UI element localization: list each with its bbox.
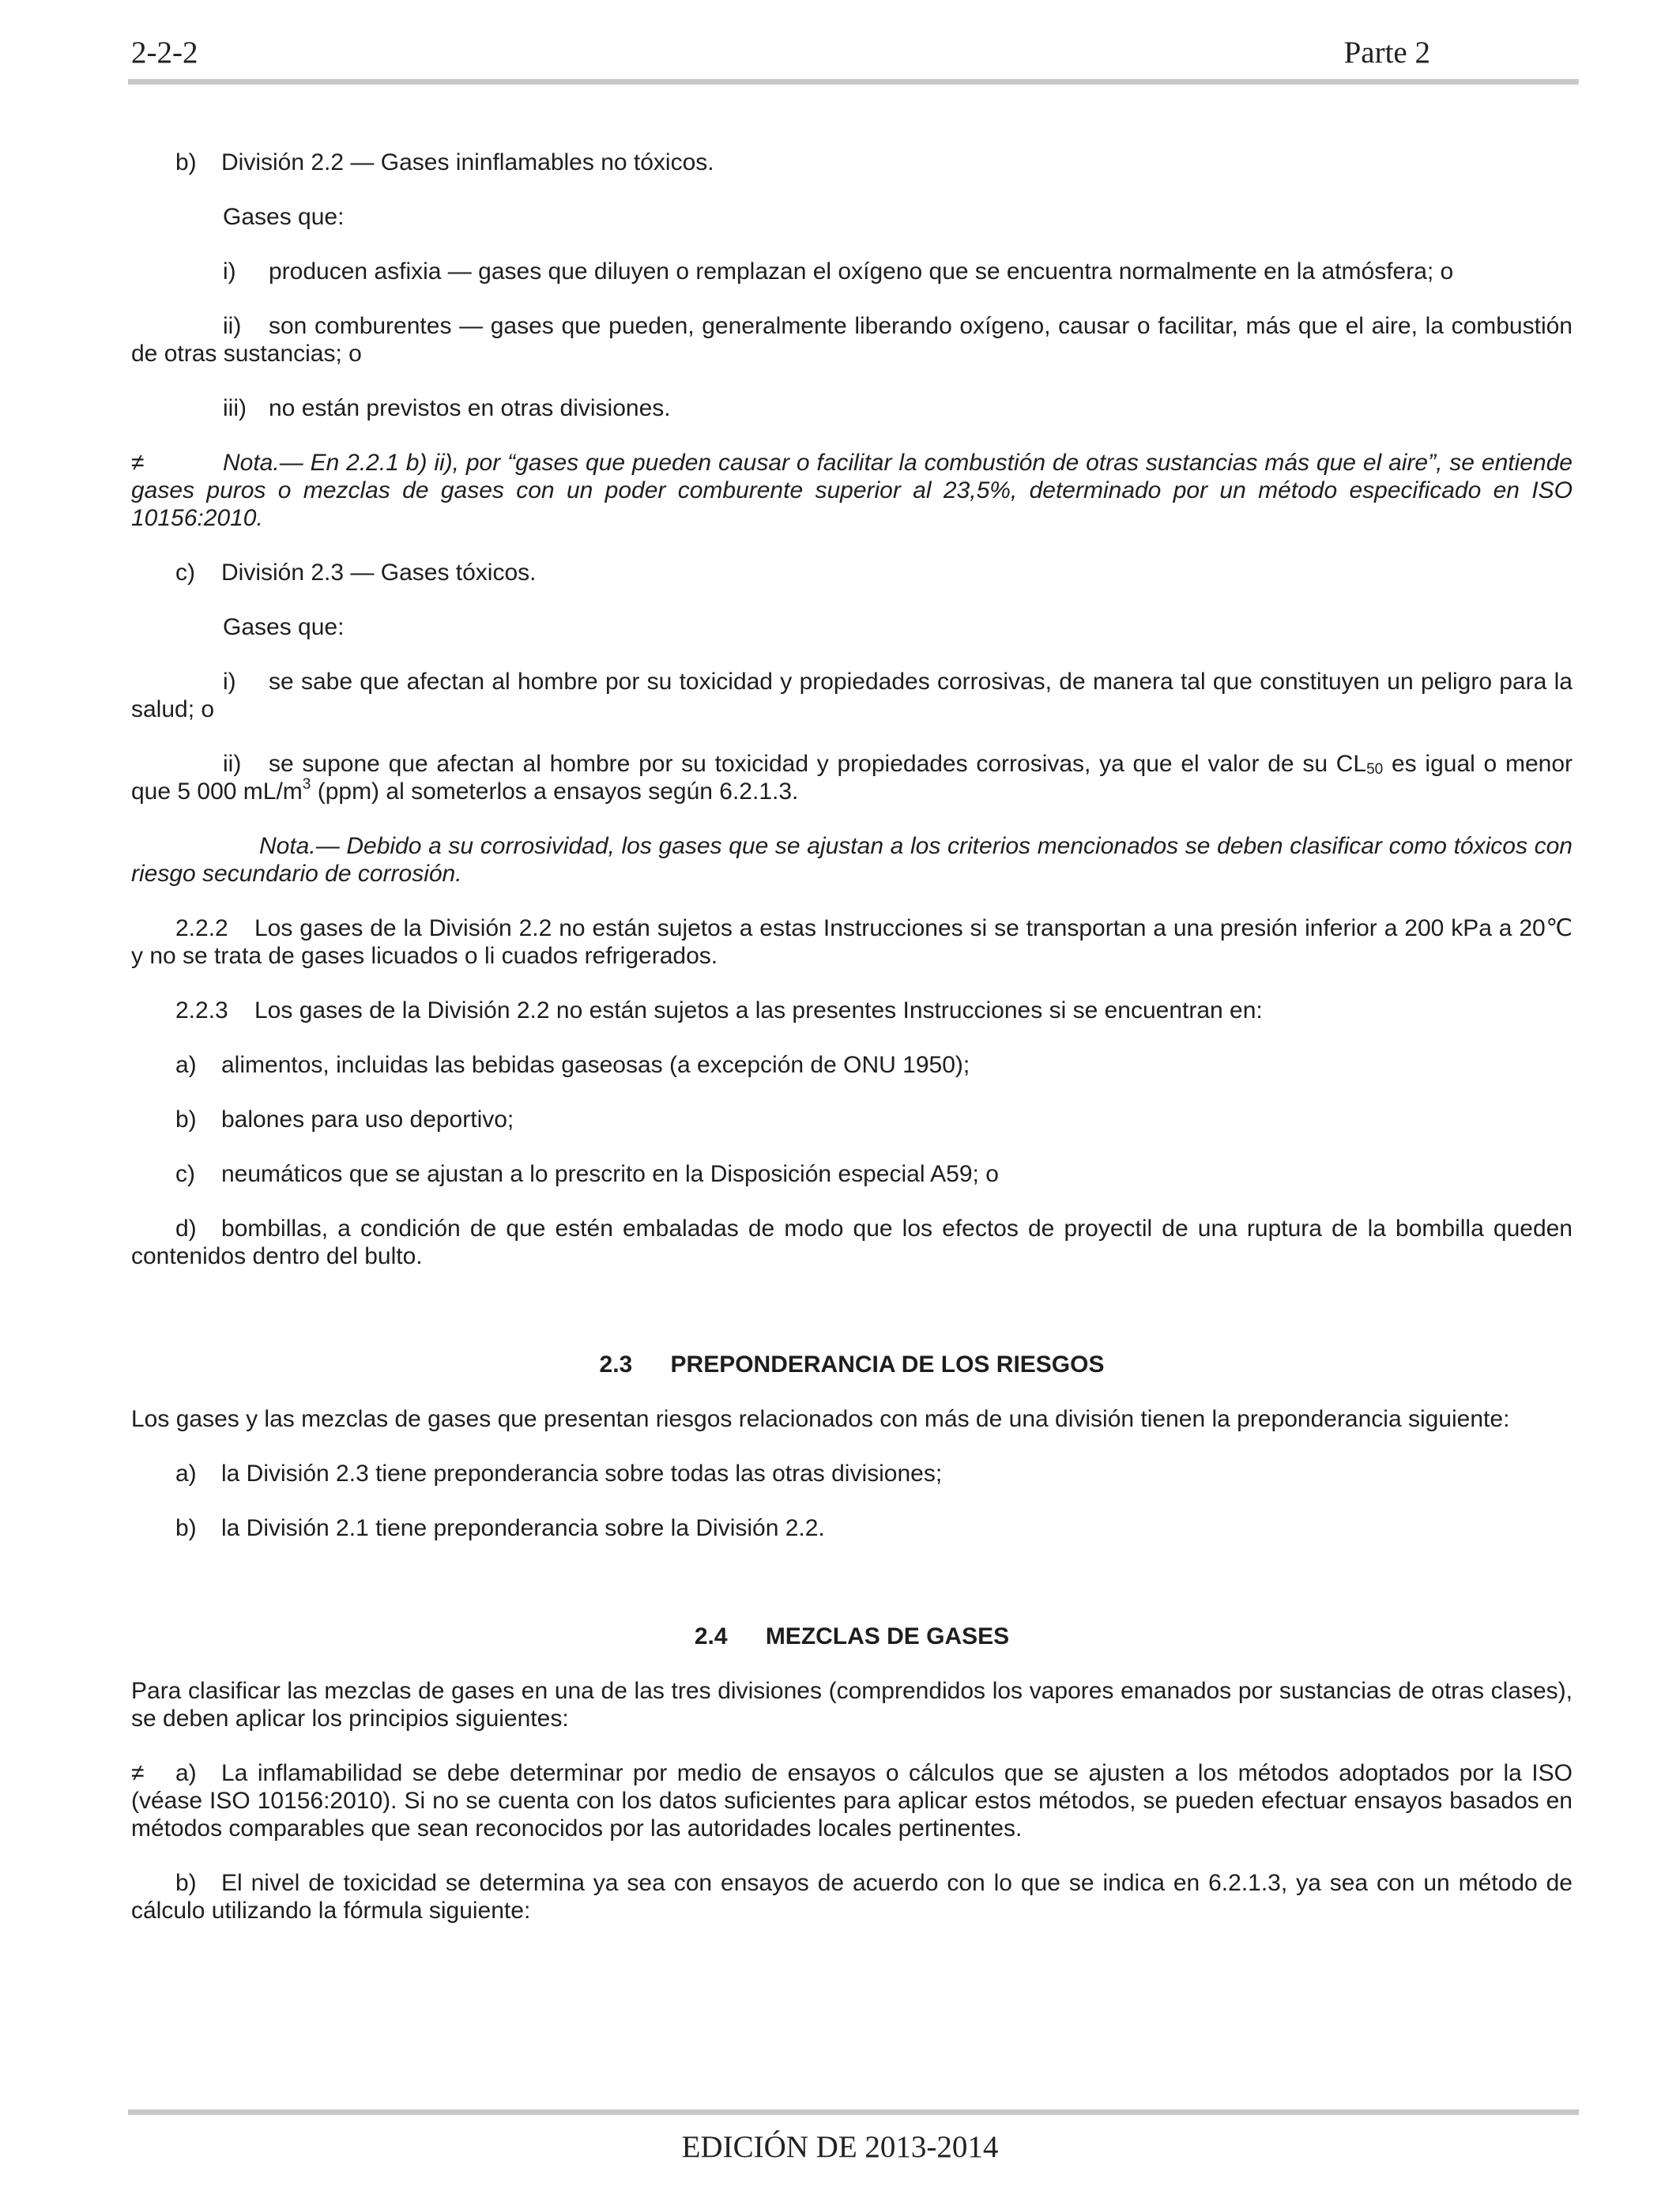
division-2-2-item-i: i) producen asfixia — gases que diluyen o remplazan el oxígeno que se encuentra normalmente en la atmósfera; o [223, 258, 1454, 285]
division-2-3-item-i: i) se sabe que afectan al hombre por su toxicidad y propiedades corrosivas, de manera tal que constituyen un peligro para la salud; o [131, 669, 1573, 722]
page-body [131, 149, 1573, 1924]
section-2-4-intro: Para clasificar las mezclas de gases en una de las tres divisiones (comprendidos los vapores emanados por sustancias de otras clases), se deben aplicar los principios siguientes: [131, 1678, 1573, 1732]
note-corrosividad: Nota.— Debido a su corrosividad, los gases que se ajustan a los criterios mencionados se deben clasificar como tóxicos con riesgo secundario de corrosión. [131, 833, 1573, 887]
amendment-mark: ≠ [131, 450, 145, 476]
running-header-part: Parte 2 [1343, 36, 1430, 70]
division-2-3-item-ii: ii) se supone que afectan al hombre por su toxicidad y propiedades corrosivas, ya que el valor de su CL50 es igual o menor que 5 000 $mL/m^3$ (ppm) al someterlos a ensayos según 6.2.1.3. [131, 751, 1573, 805]
list-item: a) la División 2.3 tiene preponderancia sobre todas las otras divisiones; [175, 1461, 943, 1487]
section-2-4-item-a: ≠ a) La inflamabilidad se debe determinar por medio de ensayos o cálculos que se ajusten a los métodos adoptados por la ISO (véase ISO 10156:2010). Si no se cuenta con los datos suficientes para aplicar estos métodos, se pueden efectuar ensayos basados en métodos comparables que sean reconocidos por las autoridades locales pertinentes. [131, 1760, 1573, 1842]
section-spacer [131, 1297, 1573, 1351]
division-2-2-item-iii: iii) no están previstos en otras divisiones. [223, 395, 671, 421]
division-2-2-heading: b) División 2.2 — Gases ininflamables no tóxicos. [175, 149, 714, 175]
header-rule [128, 79, 1579, 85]
section-2-4-item-b: b) El nivel de toxicidad se determina ya sea con ensayos de acuerdo con lo que se indica en 6.2.1.3, ya sea con un método de cálculo utilizando la fórmula siguiente: [131, 1870, 1573, 1924]
list-item: b) balones para uso deportivo; [175, 1106, 514, 1133]
list-item: a) alimentos, incluidas las bebidas gaseosas (a excepción de ONU 1950); [175, 1052, 970, 1078]
footer-rule [128, 2109, 1579, 2115]
division-2-2-intro: Gases que: [223, 204, 345, 230]
note-comburente: ≠ Nota.— En 2.2.1 b) ii), por “gases que pueden causar o facilitar la combustión de otras sustancias más que el aire”, se entiende gases puros o mezclas de gases con un poder comburente superior al 23,5%, determinado por un método especificado en ISO 10156:2010. [131, 450, 1573, 531]
division-2-3-intro: Gases que: [223, 614, 345, 640]
edition-footer: EDICIÓN DE 2013-2014 [681, 2130, 999, 2164]
division-2-3-heading: c) División 2.3 — Gases tóxicos. [175, 560, 537, 586]
list-item: d) bombillas, a condición de que estén embaladas de modo que los efectos de proyectil de una ruptura de la bombilla queden contenidos dentro del bulto. [131, 1216, 1573, 1269]
list-item: b) la División 2.1 tiene preponderancia sobre la División 2.2. [175, 1515, 825, 1541]
section-2-3-heading: 2.3 PREPONDERANCIA DE LOS RIESGOS [599, 1351, 1105, 1378]
section-2-3-intro: Los gases y las mezclas de gases que presentan riesgos relacionados con más de una división tienen la preponderancia siguiente: [131, 1406, 1510, 1432]
running-header-page-number: 2-2-2 [131, 36, 198, 70]
amendment-mark: ≠ [131, 1760, 145, 1786]
list-item: c) neumáticos que se ajustan a lo prescrito en la Disposición especial A59; o [175, 1161, 999, 1187]
paragraph-2-2-3: 2.2.3 Los gases de la División 2.2 no están sujetos a las presentes Instrucciones si se encuentran en: [175, 997, 1263, 1023]
section-spacer [131, 1569, 1573, 1623]
division-2-2-item-ii: ii) son comburentes — gases que pueden, generalmente liberando oxígeno, causar o facilitar, más que el aire, la combustión de otras sustancias; o [131, 313, 1573, 367]
section-2-4-heading: 2.4 MEZCLAS DE GASES [694, 1623, 1010, 1649]
paragraph-2-2-2: 2.2.2 Los gases de la División 2.2 no están sujetos a estas Instrucciones si se transportan a una presión inferior a 200 kPa a 20℃ y no se trata de gases licuados o li cuados refrigerados. [131, 915, 1573, 969]
